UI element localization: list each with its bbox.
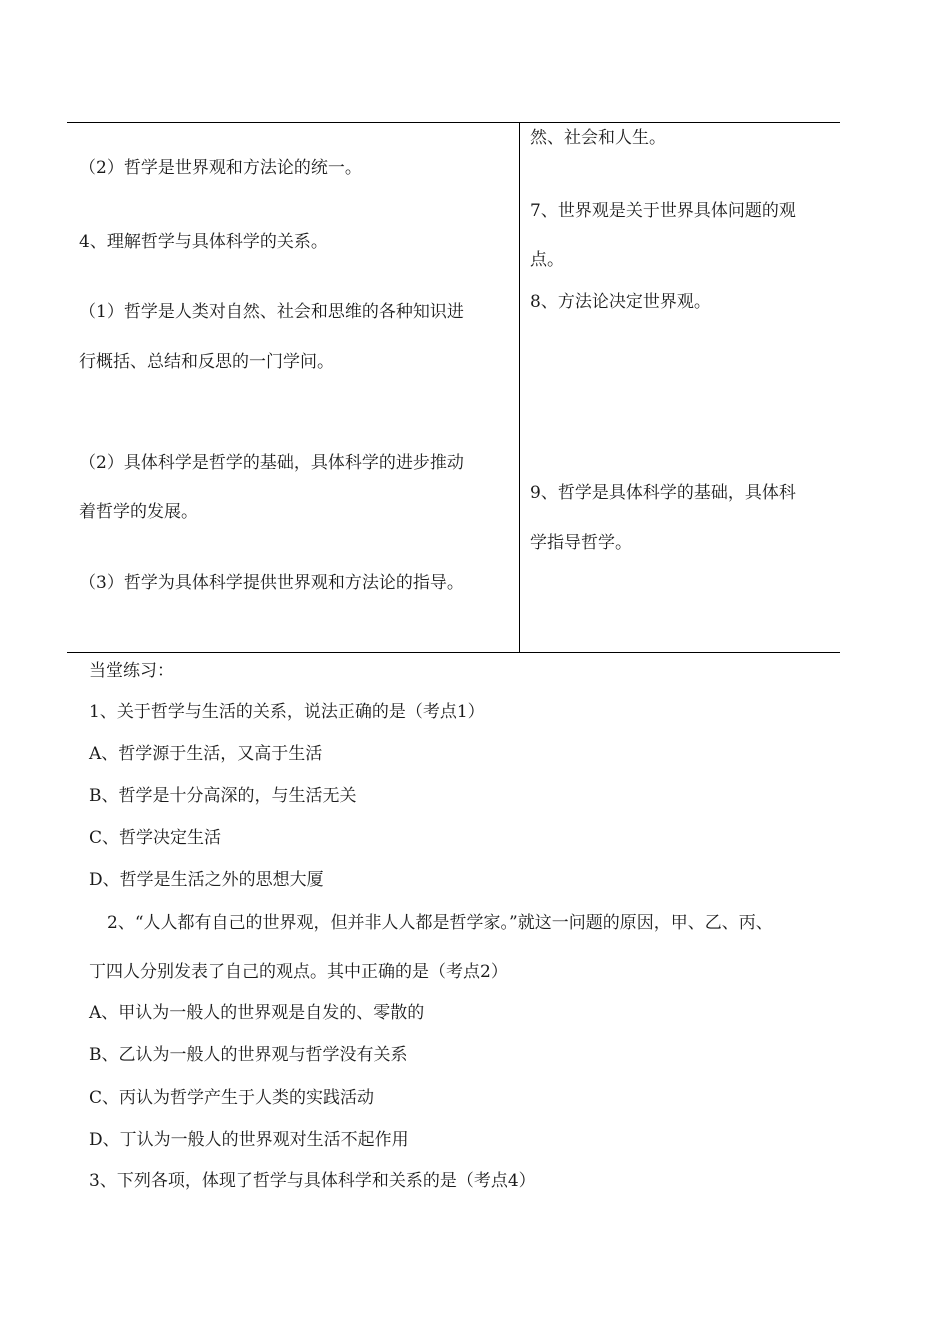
question-1: 1、关于哲学与生活的关系，说法正确的是（考点1） bbox=[89, 702, 485, 722]
left-line-7: （3）哲学为具体科学提供世界观和方法论的指导。 bbox=[79, 573, 464, 593]
question-2-option-a: A、甲认为一般人的世界观是自发的、零散的 bbox=[89, 1003, 425, 1023]
table-bottom-border bbox=[67, 652, 840, 653]
right-line-6: 学指导哲学。 bbox=[530, 533, 632, 553]
question-2-option-c: C、丙认为哲学产生于人类的实践活动 bbox=[89, 1088, 375, 1108]
left-line-3: （1）哲学是人类对自然、社会和思维的各种知识进 bbox=[79, 302, 464, 322]
question-2-option-b: B、乙认为一般人的世界观与哲学没有关系 bbox=[89, 1045, 408, 1065]
left-line-1: （2）哲学是世界观和方法论的统一。 bbox=[79, 158, 362, 178]
question-2-line-2: 丁四人分别发表了自己的观点。其中正确的是（考点2） bbox=[89, 962, 508, 982]
left-line-5: （2）具体科学是哲学的基础，具体科学的进步推动 bbox=[79, 453, 464, 473]
question-2-option-d: D、丁认为一般人的世界观对生活不起作用 bbox=[89, 1130, 409, 1150]
right-line-5: 9、哲学是具体科学的基础，具体科 bbox=[530, 483, 796, 503]
table-column-divider bbox=[519, 122, 520, 653]
right-line-3: 点。 bbox=[530, 250, 564, 270]
question-2-line-1: 2、“人人都有自己的世界观，但并非人人都是哲学家。”就这一问题的原因，甲、乙、丙、 bbox=[107, 913, 773, 933]
question-1-option-d: D、哲学是生活之外的思想大厦 bbox=[89, 870, 324, 890]
right-line-4: 8、方法论决定世界观。 bbox=[530, 292, 711, 312]
practice-heading: 当堂练习： bbox=[89, 661, 174, 681]
question-3: 3、下列各项，体现了哲学与具体科学和关系的是（考点4） bbox=[89, 1171, 536, 1191]
question-1-option-b: B、哲学是十分高深的，与生活无关 bbox=[89, 786, 357, 806]
left-line-4: 行概括、总结和反思的一门学问。 bbox=[79, 352, 334, 372]
question-1-option-a: A、哲学源于生活，又高于生活 bbox=[89, 744, 323, 764]
left-line-6: 着哲学的发展。 bbox=[79, 502, 198, 522]
left-line-2: 4、理解哲学与具体科学的关系。 bbox=[79, 232, 328, 252]
question-1-option-c: C、哲学决定生活 bbox=[89, 828, 222, 848]
right-line-1: 然、社会和人生。 bbox=[530, 128, 666, 148]
table-top-border bbox=[67, 122, 840, 123]
right-line-2: 7、世界观是关于世界具体问题的观 bbox=[530, 201, 796, 221]
